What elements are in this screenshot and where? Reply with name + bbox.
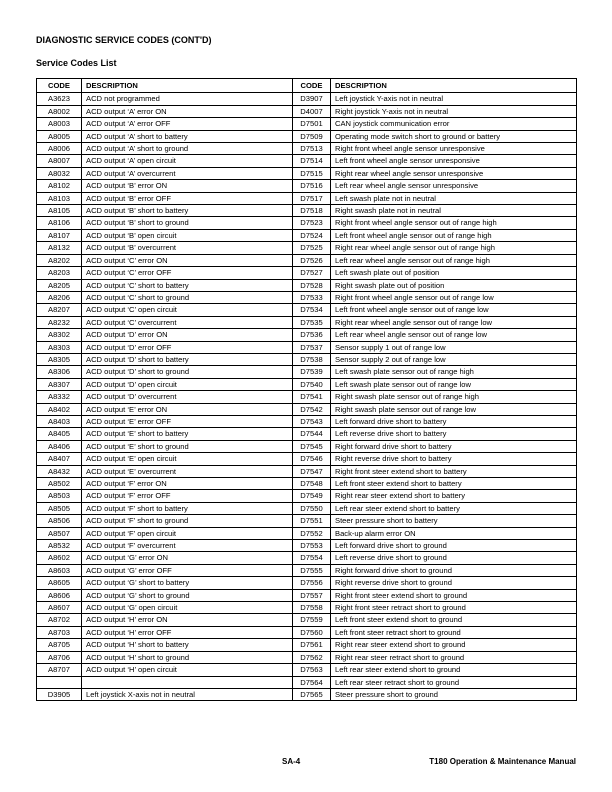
code-cell: D7528: [293, 279, 331, 291]
table-row: [37, 527, 577, 539]
code-cell: D3905: [37, 688, 82, 700]
description-cell: Steer pressure short to battery: [331, 515, 577, 527]
code-cell: D7548: [293, 478, 331, 490]
code-cell: D7509: [293, 130, 331, 142]
code-cell: D7525: [293, 242, 331, 254]
code-cell: D7561: [293, 639, 331, 651]
description-cell: ACD output ‘H’ open circuit: [82, 664, 293, 676]
description-cell: ACD output ‘A’ error ON: [82, 105, 293, 117]
description-cell: Right forward drive short to battery: [331, 440, 577, 452]
table-row: [37, 217, 577, 229]
description-cell: Left swash plate out of position: [331, 267, 577, 279]
description-cell: ACD output ‘C’ error ON: [82, 254, 293, 266]
description-cell: Right rear wheel angle sensor unresponsive: [331, 167, 577, 179]
description-cell: ACD output ‘F’ short to battery: [82, 502, 293, 514]
description-cell: ACD output ‘F’ overcurrent: [82, 540, 293, 552]
description-cell: Right front steer extend short to battery: [331, 465, 577, 477]
code-cell: A8703: [37, 626, 82, 638]
table-row: [37, 329, 577, 341]
description-cell: Left front wheel angle sensor out of range low: [331, 304, 577, 316]
code-cell: D7501: [293, 118, 331, 130]
table-row: [37, 651, 577, 663]
description-cell: ACD output ‘F’ open circuit: [82, 527, 293, 539]
code-cell: D7565: [293, 688, 331, 700]
table-row: [37, 291, 577, 303]
table-row: [37, 353, 577, 365]
table-row: [37, 180, 577, 192]
code-cell: A8505: [37, 502, 82, 514]
description-cell: Right swash plate sensor out of range low: [331, 403, 577, 415]
description-cell: ACD output ‘E’ open circuit: [82, 453, 293, 465]
page-title: DIAGNOSTIC SERVICE CODES (CONT'D): [36, 35, 212, 45]
code-cell: A8003: [37, 118, 82, 130]
code-cell: A8303: [37, 341, 82, 353]
description-cell: Right rear steer extend short to ground: [331, 639, 577, 651]
table-row: [37, 428, 577, 440]
description-cell: Right swash plate sensor out of range high: [331, 391, 577, 403]
table-row: [37, 304, 577, 316]
description-cell: Left swash plate not in neutral: [331, 192, 577, 204]
description-cell: Right swash plate out of position: [331, 279, 577, 291]
description-cell: Left front wheel angle sensor out of range high: [331, 229, 577, 241]
code-cell: D7536: [293, 329, 331, 341]
column-header-description-right: DESCRIPTION: [331, 79, 577, 93]
code-cell: D7563: [293, 664, 331, 676]
table-row: [37, 453, 577, 465]
code-cell: A8103: [37, 192, 82, 204]
code-cell: A8105: [37, 205, 82, 217]
description-cell: ACD output ‘G’ open circuit: [82, 602, 293, 614]
column-header-code-right: CODE: [293, 79, 331, 93]
table-row: [37, 589, 577, 601]
description-cell: Right rear steer retract short to ground: [331, 651, 577, 663]
code-cell: D7543: [293, 415, 331, 427]
table-row: [37, 415, 577, 427]
code-cell: A8203: [37, 267, 82, 279]
description-cell: Left forward drive short to ground: [331, 540, 577, 552]
manual-title: T180 Operation & Maintenance Manual: [429, 757, 576, 766]
table-row: [37, 403, 577, 415]
table-row: [37, 316, 577, 328]
description-cell: Left rear wheel angle sensor unresponsive: [331, 180, 577, 192]
description-cell: ACD output ‘H’ short to ground: [82, 651, 293, 663]
description-cell: Right front wheel angle sensor out of range high: [331, 217, 577, 229]
description-cell: Steer pressure short to ground: [331, 688, 577, 700]
code-cell: A8403: [37, 415, 82, 427]
table-row: [37, 614, 577, 626]
description-cell: Right rear steer extend short to battery: [331, 490, 577, 502]
description-cell: ACD output ‘F’ error ON: [82, 478, 293, 490]
description-cell: [82, 676, 293, 688]
table-row: [37, 478, 577, 490]
description-cell: Left rear wheel angle sensor out of range high: [331, 254, 577, 266]
code-cell: D7540: [293, 378, 331, 390]
code-cell: D7562: [293, 651, 331, 663]
description-cell: Right forward drive short to ground: [331, 564, 577, 576]
description-cell: ACD output ‘E’ overcurrent: [82, 465, 293, 477]
code-cell: D7533: [293, 291, 331, 303]
service-codes-table: [36, 78, 577, 701]
table-row: [37, 93, 577, 105]
code-cell: D7552: [293, 527, 331, 539]
code-cell: D7516: [293, 180, 331, 192]
description-cell: ACD output ‘C’ short to battery: [82, 279, 293, 291]
code-cell: A8606: [37, 589, 82, 601]
code-cell: A8132: [37, 242, 82, 254]
code-cell: A8102: [37, 180, 82, 192]
code-cell: D7556: [293, 577, 331, 589]
code-cell: D7559: [293, 614, 331, 626]
code-cell: A8202: [37, 254, 82, 266]
description-cell: Left reverse drive short to battery: [331, 428, 577, 440]
table-row: [37, 515, 577, 527]
table-row: [37, 341, 577, 353]
code-cell: A8432: [37, 465, 82, 477]
table-row: [37, 229, 577, 241]
code-cell: D7542: [293, 403, 331, 415]
description-cell: Left rear steer extend short to ground: [331, 664, 577, 676]
code-cell: D7535: [293, 316, 331, 328]
description-cell: ACD output ‘E’ short to ground: [82, 440, 293, 452]
code-cell: A8107: [37, 229, 82, 241]
description-cell: Right front wheel angle sensor unresponsive: [331, 143, 577, 155]
column-header-code-left: CODE: [37, 79, 82, 93]
description-cell: ACD output ‘E’ error OFF: [82, 415, 293, 427]
code-cell: A8032: [37, 167, 82, 179]
code-cell: A8406: [37, 440, 82, 452]
code-cell: D7515: [293, 167, 331, 179]
code-cell: A8206: [37, 291, 82, 303]
description-cell: Left rear wheel angle sensor out of range low: [331, 329, 577, 341]
code-cell: A8603: [37, 564, 82, 576]
description-cell: Left reverse drive short to ground: [331, 552, 577, 564]
description-cell: Left swash plate sensor out of range low: [331, 378, 577, 390]
code-cell: D7554: [293, 552, 331, 564]
table-row: [37, 155, 577, 167]
table-row: [37, 267, 577, 279]
description-cell: CAN joystick communication error: [331, 118, 577, 130]
code-cell: A8205: [37, 279, 82, 291]
code-cell: A8405: [37, 428, 82, 440]
code-cell: D7558: [293, 602, 331, 614]
section-title: Service Codes List: [36, 58, 117, 68]
code-cell: A8207: [37, 304, 82, 316]
description-cell: Right front steer extend short to ground: [331, 589, 577, 601]
code-cell: [37, 676, 82, 688]
description-cell: ACD output ‘B’ error ON: [82, 180, 293, 192]
description-cell: ACD output ‘B’ error OFF: [82, 192, 293, 204]
code-cell: A8702: [37, 614, 82, 626]
table-row: [37, 205, 577, 217]
code-cell: A8407: [37, 453, 82, 465]
table-row: [37, 676, 577, 688]
description-cell: ACD output ‘G’ short to battery: [82, 577, 293, 589]
description-cell: ACD output ‘C’ overcurrent: [82, 316, 293, 328]
description-cell: Back-up alarm error ON: [331, 527, 577, 539]
table-row: [37, 440, 577, 452]
code-cell: A8007: [37, 155, 82, 167]
code-cell: D7551: [293, 515, 331, 527]
code-cell: D7534: [293, 304, 331, 316]
code-cell: D7557: [293, 589, 331, 601]
code-cell: A8232: [37, 316, 82, 328]
description-cell: Left rear steer extend short to battery: [331, 502, 577, 514]
description-cell: Right front steer retract short to ground: [331, 602, 577, 614]
table-row: [37, 602, 577, 614]
description-cell: ACD output ‘A’ error OFF: [82, 118, 293, 130]
description-cell: Operating mode switch short to ground or battery: [331, 130, 577, 142]
description-cell: Right joystick Y-axis not in neutral: [331, 105, 577, 117]
code-cell: D3907: [293, 93, 331, 105]
description-cell: Right reverse drive short to battery: [331, 453, 577, 465]
description-cell: Left swash plate sensor out of range high: [331, 366, 577, 378]
code-cell: A8507: [37, 527, 82, 539]
code-cell: D7541: [293, 391, 331, 403]
description-cell: Left front wheel angle sensor unresponsive: [331, 155, 577, 167]
table-row: [37, 242, 577, 254]
table-row: [37, 143, 577, 155]
description-cell: Left front steer retract short to ground: [331, 626, 577, 638]
description-cell: Right front wheel angle sensor out of range low: [331, 291, 577, 303]
table-header-row: [37, 79, 577, 93]
table-row: [37, 688, 577, 700]
table-row: [37, 366, 577, 378]
code-cell: D4007: [293, 105, 331, 117]
code-cell: D7539: [293, 366, 331, 378]
code-cell: D7518: [293, 205, 331, 217]
code-cell: D7523: [293, 217, 331, 229]
description-cell: ACD output ‘F’ error OFF: [82, 490, 293, 502]
code-cell: A8602: [37, 552, 82, 564]
description-cell: ACD output ‘D’ open circuit: [82, 378, 293, 390]
code-cell: A8002: [37, 105, 82, 117]
table-row: [37, 502, 577, 514]
description-cell: ACD output ‘D’ overcurrent: [82, 391, 293, 403]
code-cell: A8006: [37, 143, 82, 155]
code-cell: A3623: [37, 93, 82, 105]
table-row: [37, 167, 577, 179]
description-cell: Left joystick X-axis not in neutral: [82, 688, 293, 700]
code-cell: A8302: [37, 329, 82, 341]
description-cell: ACD output ‘A’ short to ground: [82, 143, 293, 155]
table-row: [37, 540, 577, 552]
code-cell: A8332: [37, 391, 82, 403]
description-cell: ACD output ‘H’ short to battery: [82, 639, 293, 651]
table-row: [37, 626, 577, 638]
page-number: SA-4: [282, 757, 301, 766]
description-cell: ACD output ‘C’ open circuit: [82, 304, 293, 316]
description-cell: ACD output ‘C’ error OFF: [82, 267, 293, 279]
description-cell: ACD output ‘G’ short to ground: [82, 589, 293, 601]
code-cell: A8607: [37, 602, 82, 614]
code-cell: A8705: [37, 639, 82, 651]
code-cell: A8106: [37, 217, 82, 229]
code-cell: D7514: [293, 155, 331, 167]
table-row: [37, 378, 577, 390]
table-row: [37, 465, 577, 477]
table-row: [37, 279, 577, 291]
table-row: [37, 105, 577, 117]
code-cell: D7538: [293, 353, 331, 365]
description-cell: Right swash plate not in neutral: [331, 205, 577, 217]
code-cell: D7537: [293, 341, 331, 353]
description-cell: ACD output ‘B’ short to battery: [82, 205, 293, 217]
description-cell: Right rear wheel angle sensor out of range high: [331, 242, 577, 254]
code-cell: D7560: [293, 626, 331, 638]
description-cell: ACD output ‘A’ short to battery: [82, 130, 293, 142]
description-cell: ACD output ‘B’ open circuit: [82, 229, 293, 241]
description-cell: Left rear steer retract short to ground: [331, 676, 577, 688]
code-cell: D7526: [293, 254, 331, 266]
code-cell: D7527: [293, 267, 331, 279]
code-cell: A8605: [37, 577, 82, 589]
code-cell: D7524: [293, 229, 331, 241]
code-cell: A8305: [37, 353, 82, 365]
code-cell: A8706: [37, 651, 82, 663]
description-cell: ACD output ‘G’ error ON: [82, 552, 293, 564]
table-row: [37, 639, 577, 651]
table-row: [37, 130, 577, 142]
code-cell: D7564: [293, 676, 331, 688]
table-row: [37, 577, 577, 589]
code-cell: A8707: [37, 664, 82, 676]
description-cell: Sensor supply 2 out of range low: [331, 353, 577, 365]
code-cell: A8307: [37, 378, 82, 390]
code-cell: D7544: [293, 428, 331, 440]
code-cell: D7546: [293, 453, 331, 465]
column-header-description-left: DESCRIPTION: [82, 79, 293, 93]
table-body: [37, 93, 577, 701]
code-cell: A8506: [37, 515, 82, 527]
description-cell: Sensor supply 1 out of range low: [331, 341, 577, 353]
description-cell: Left front steer extend short to ground: [331, 614, 577, 626]
code-cell: A8306: [37, 366, 82, 378]
description-cell: ACD output ‘D’ short to ground: [82, 366, 293, 378]
description-cell: ACD output ‘H’ error OFF: [82, 626, 293, 638]
table-row: [37, 490, 577, 502]
code-cell: D7549: [293, 490, 331, 502]
table-row: [37, 552, 577, 564]
description-cell: Left forward drive short to battery: [331, 415, 577, 427]
description-cell: ACD not programmed: [82, 93, 293, 105]
code-cell: D7547: [293, 465, 331, 477]
table-row: [37, 564, 577, 576]
description-cell: ACD output ‘C’ short to ground: [82, 291, 293, 303]
description-cell: ACD output ‘A’ open circuit: [82, 155, 293, 167]
code-cell: A8502: [37, 478, 82, 490]
table-row: [37, 664, 577, 676]
description-cell: ACD output ‘D’ error OFF: [82, 341, 293, 353]
description-cell: ACD output ‘H’ error ON: [82, 614, 293, 626]
description-cell: ACD output ‘F’ short to ground: [82, 515, 293, 527]
table-row: [37, 391, 577, 403]
description-cell: ACD output ‘E’ short to battery: [82, 428, 293, 440]
description-cell: ACD output ‘A’ overcurrent: [82, 167, 293, 179]
description-cell: ACD output ‘D’ short to battery: [82, 353, 293, 365]
code-cell: A8402: [37, 403, 82, 415]
table-row: [37, 192, 577, 204]
description-cell: Right reverse drive short to ground: [331, 577, 577, 589]
code-cell: D7555: [293, 564, 331, 576]
code-cell: A8005: [37, 130, 82, 142]
code-cell: A8503: [37, 490, 82, 502]
description-cell: ACD output ‘E’ error ON: [82, 403, 293, 415]
description-cell: Left joystick Y-axis not in neutral: [331, 93, 577, 105]
table-row: [37, 254, 577, 266]
code-cell: D7553: [293, 540, 331, 552]
description-cell: ACD output ‘D’ error ON: [82, 329, 293, 341]
description-cell: ACD output ‘B’ short to ground: [82, 217, 293, 229]
code-cell: A8532: [37, 540, 82, 552]
code-cell: D7517: [293, 192, 331, 204]
description-cell: ACD output ‘G’ error OFF: [82, 564, 293, 576]
description-cell: ACD output ‘B’ overcurrent: [82, 242, 293, 254]
description-cell: Right rear wheel angle sensor out of range low: [331, 316, 577, 328]
description-cell: Left front steer extend short to battery: [331, 478, 577, 490]
code-cell: D7550: [293, 502, 331, 514]
code-cell: D7545: [293, 440, 331, 452]
table-row: [37, 118, 577, 130]
code-cell: D7513: [293, 143, 331, 155]
